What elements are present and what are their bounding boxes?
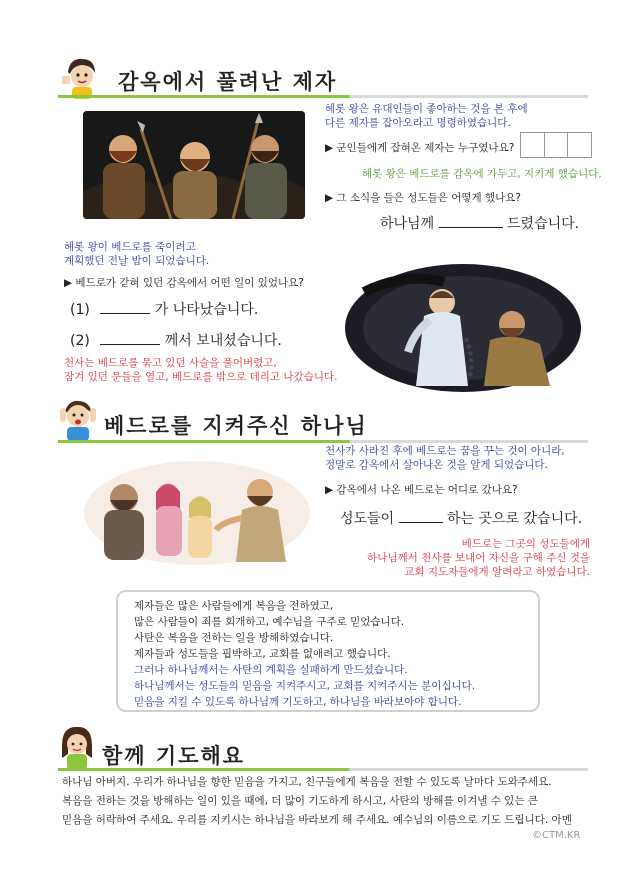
summary-line-blue: 믿음을 지킬 수 있도록 하나님께 기도하고, 하나님을 바라보아야 합니다. bbox=[134, 696, 462, 708]
question-prison-event: ▶ 베드로가 갇혀 있던 감옥에서 어떤 일이 있었나요? bbox=[64, 277, 304, 289]
summary-box bbox=[116, 590, 540, 712]
question-where-went: ▶ 감옥에서 나온 베드로는 어디로 갔나요? bbox=[325, 484, 518, 496]
summary-line: 사탄은 복음을 전하는 일을 방해하였습니다. bbox=[134, 632, 334, 644]
answer-box-2[interactable] bbox=[545, 132, 569, 158]
section2-divider bbox=[58, 440, 588, 443]
section2-answer: 베드로는 그곳의 성도들에게 하나님께서 천사를 보내어 자신을 구해 주신 것을 교회 지도자들에게 알려라고 하였습니다. bbox=[367, 538, 590, 578]
prayer-line: 하나님 아버지. 우리가 하나님을 향한 믿음을 가지고, 친구들에게 복음을 전할 수 있도록 날마다 도와주세요. bbox=[62, 776, 552, 788]
answer-believers-fill: 하나님께 드렸습니다. bbox=[380, 216, 580, 232]
section3-divider bbox=[58, 768, 588, 771]
reunion-illustration bbox=[82, 458, 312, 568]
section1-intro: 헤롯 왕은 유대인들이 좋아하는 것을 본 후에 다른 제자를 잡아오라고 명령하였습니다. bbox=[325, 103, 528, 129]
prison-item-2: (2) 께서 보내셨습니다. bbox=[70, 333, 282, 349]
blank-god[interactable] bbox=[100, 332, 160, 345]
summary-line: 제자들은 많은 사람들에게 복음을 전하였고, bbox=[134, 600, 334, 612]
section1-title: 감옥에서 풀려난 제자 bbox=[118, 70, 338, 94]
boy-mascot-icon bbox=[58, 54, 104, 100]
summary-line: 많은 사람들이 죄를 회개하고, 예수님을 구주로 믿었습니다. bbox=[134, 616, 405, 628]
blank-prayer[interactable] bbox=[439, 215, 503, 228]
prison-illustration bbox=[344, 262, 582, 394]
section1-divider bbox=[58, 95, 588, 98]
answer-where-went: 성도들이 하는 곳으로 갔습니다. bbox=[340, 511, 583, 527]
section2-intro: 천사가 사라진 후에 베드로는 꿈을 꾸는 것이 아니라, 정말로 감옥에서 살아나온 것을 알게 되었습니다. bbox=[325, 445, 565, 471]
section3-title: 함께 기도해요 bbox=[102, 744, 246, 768]
soldiers-illustration bbox=[83, 111, 305, 219]
answer-boxes bbox=[520, 132, 592, 158]
prayer-line: 믿음을 허락하여 주세요. 우리를 지키시는 하나님을 바라보게 해 주세요. 예수님의 이름으로 기도 드립니다. 아멘 bbox=[62, 814, 572, 826]
section1-left-note: 헤롯 왕이 베드로를 죽이려고 계획했던 전날 밤이 되었습니다. bbox=[64, 241, 210, 267]
prayer-text bbox=[62, 773, 572, 830]
blank-gathering[interactable] bbox=[399, 510, 443, 523]
question-captured-disciple: ▶ 군인들에게 잡혀온 제자는 누구였나요? bbox=[325, 142, 515, 154]
copyright: ©CTM.KR bbox=[532, 830, 581, 841]
boy-mascot-icon bbox=[58, 398, 98, 442]
blank-angel[interactable] bbox=[100, 301, 150, 314]
prayer-line: 복음을 전하는 것을 방해하는 일이 있을 때에, 더 많이 기도하게 하시고, 사탄의 방해를 이겨낼 수 있는 큰 bbox=[62, 795, 538, 807]
summary-line-blue: 그러나 하나님께서는 사탄의 계획을 실패하게 만드셨습니다. bbox=[134, 664, 408, 676]
section2-title: 베드로를 지켜주신 하나님 bbox=[104, 414, 368, 438]
summary-line-blue: 하나님께서는 성도들의 믿음을 지켜주시고, 교회를 지켜주시는 분이십니다. bbox=[134, 680, 476, 692]
answer-box-1[interactable] bbox=[520, 132, 545, 158]
answer-captured: 헤롯 왕은 베드로를 감옥에 가두고, 지키게 했습니다. bbox=[362, 168, 602, 180]
prison-item-1: (1) 가 나타났습니다. bbox=[70, 302, 259, 318]
question-believers-response: ▶ 그 소식을 들은 성도들은 어떻게 했나요? bbox=[325, 192, 521, 204]
summary-line: 제자들과 성도들을 핍박하고, 교회를 없애려고 했습니다. bbox=[134, 648, 391, 660]
answer-box-3[interactable] bbox=[568, 132, 592, 158]
prison-answer: 천사는 베드로를 묶고 있던 사슬을 풀어버렸고, 잠겨 있던 문들을 열고, 베드로를 밖으로 데리고 나갔습니다. bbox=[64, 357, 338, 383]
girl-mascot-icon bbox=[58, 724, 96, 770]
